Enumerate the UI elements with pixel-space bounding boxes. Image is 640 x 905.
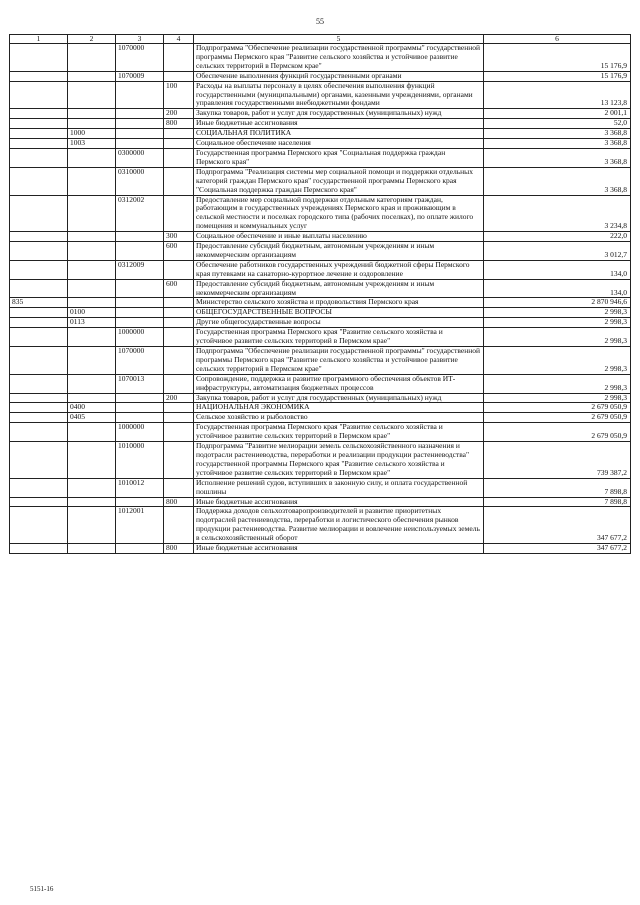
target-article-code-cell bbox=[116, 232, 164, 242]
target-article-code-cell bbox=[116, 393, 164, 403]
section-code-cell bbox=[68, 81, 116, 109]
table-row bbox=[10, 318, 631, 328]
expense-type-code-cell: 200 bbox=[164, 109, 194, 119]
table-row bbox=[10, 403, 631, 413]
amount-cell: 3 368,8 bbox=[484, 129, 631, 139]
description-cell: ОБЩЕГОСУДАРСТВЕННЫЕ ВОПРОСЫ bbox=[194, 308, 484, 318]
ministry-code-cell bbox=[10, 242, 68, 261]
ministry-code-cell bbox=[10, 44, 68, 72]
target-article-code-cell bbox=[116, 298, 164, 308]
amount-cell: 7 898,8 bbox=[484, 478, 631, 497]
description-cell: Предоставление субсидий бюджетным, автономным учреждениям и иным некоммерческим организациям bbox=[194, 279, 484, 298]
target-article-code-cell bbox=[116, 109, 164, 119]
amount-cell: 3 368,8 bbox=[484, 139, 631, 149]
description-cell: Исполнение решений судов, вступивших в законную силу, и оплата государственной пошлины bbox=[194, 478, 484, 497]
target-article-code-cell bbox=[116, 497, 164, 507]
expense-type-code-cell bbox=[164, 308, 194, 318]
amount-cell: 347 677,2 bbox=[484, 507, 631, 544]
table-row bbox=[10, 308, 631, 318]
target-article-code-cell: 0300000 bbox=[116, 148, 164, 167]
ministry-code-cell bbox=[10, 109, 68, 119]
amount-cell: 2 679 050,9 bbox=[484, 413, 631, 423]
expense-type-code-cell bbox=[164, 139, 194, 149]
description-cell: Подпрограмма "Обеспечение реализации государственной программы" государственной программы Пермского края "Развитие сельского хозяйства и устойчивое развитие сельских территорий в Пермском крае" bbox=[194, 44, 484, 72]
section-code-cell bbox=[68, 374, 116, 393]
ministry-code-cell bbox=[10, 403, 68, 413]
table-row bbox=[10, 393, 631, 403]
table-row bbox=[10, 260, 631, 279]
budget-table bbox=[9, 34, 631, 554]
amount-cell: 3 012,7 bbox=[484, 242, 631, 261]
amount-cell: 134,0 bbox=[484, 260, 631, 279]
ministry-code-cell bbox=[10, 260, 68, 279]
section-code-cell: 1000 bbox=[68, 129, 116, 139]
section-code-cell: 0113 bbox=[68, 318, 116, 328]
description-cell: Сельское хозяйство и рыболовство bbox=[194, 413, 484, 423]
ministry-code-cell bbox=[10, 497, 68, 507]
table-row bbox=[10, 81, 631, 109]
ministry-code-cell bbox=[10, 129, 68, 139]
description-cell: Закупка товаров, работ и услуг для государственных (муниципальных) нужд bbox=[194, 393, 484, 403]
section-code-cell bbox=[68, 497, 116, 507]
description-cell: Закупка товаров, работ и услуг для государственных (муниципальных) нужд bbox=[194, 109, 484, 119]
table-row bbox=[10, 374, 631, 393]
description-cell: Расходы на выплаты персоналу в целях обеспечения выполнения функций государственными (муниципальными) органами, казенными учреждениями, органами управления государственными внебюджетными фондами bbox=[194, 81, 484, 109]
amount-cell: 3 368,8 bbox=[484, 167, 631, 195]
amount-cell: 347 677,2 bbox=[484, 544, 631, 554]
expense-type-code-cell bbox=[164, 44, 194, 72]
description-cell: Министерство сельского хозяйства и продовольствия Пермского края bbox=[194, 298, 484, 308]
section-code-cell bbox=[68, 279, 116, 298]
amount-cell: 2 998,3 bbox=[484, 308, 631, 318]
header-cell: 1 bbox=[10, 35, 68, 44]
description-cell: СОЦИАЛЬНАЯ ПОЛИТИКА bbox=[194, 129, 484, 139]
expense-type-code-cell: 600 bbox=[164, 242, 194, 261]
ministry-code-cell bbox=[10, 232, 68, 242]
table-row bbox=[10, 129, 631, 139]
description-cell: Предоставление мер социальной поддержки отдельным категориям граждан, работающим в государственных учреждениях Пермского края и проживающим в сельской местности и поселках городского типа (рабочих поселках), по оплате жилого помещения и коммунальных услуг bbox=[194, 195, 484, 232]
ministry-code-cell bbox=[10, 148, 68, 167]
section-code-cell bbox=[68, 44, 116, 72]
amount-cell: 2 998,3 bbox=[484, 347, 631, 375]
amount-cell: 2 679 050,9 bbox=[484, 403, 631, 413]
amount-cell: 2 679 050,9 bbox=[484, 423, 631, 442]
expense-type-code-cell bbox=[164, 423, 194, 442]
expense-type-code-cell: 300 bbox=[164, 232, 194, 242]
expense-type-code-cell bbox=[164, 328, 194, 347]
description-cell: Подпрограмма "Обеспечение реализации государственной программы" государственной программы Пермского края "Развитие сельского хозяйства и устойчивое развитие сельских территорий в Пермском крае" bbox=[194, 347, 484, 375]
table-row bbox=[10, 71, 631, 81]
target-article-code-cell: 1070009 bbox=[116, 71, 164, 81]
table-header-row bbox=[10, 35, 631, 44]
expense-type-code-cell bbox=[164, 260, 194, 279]
expense-type-code-cell bbox=[164, 507, 194, 544]
table-row bbox=[10, 195, 631, 232]
expense-type-code-cell bbox=[164, 148, 194, 167]
amount-cell: 2 870 946,6 bbox=[484, 298, 631, 308]
section-code-cell bbox=[68, 393, 116, 403]
expense-type-code-cell bbox=[164, 442, 194, 479]
expense-type-code-cell: 600 bbox=[164, 279, 194, 298]
table-row bbox=[10, 347, 631, 375]
amount-cell: 134,0 bbox=[484, 279, 631, 298]
table-row bbox=[10, 298, 631, 308]
target-article-code-cell bbox=[116, 139, 164, 149]
target-article-code-cell: 0310000 bbox=[116, 167, 164, 195]
header-cell: 3 bbox=[116, 35, 164, 44]
ministry-code-cell bbox=[10, 81, 68, 109]
ministry-code-cell bbox=[10, 167, 68, 195]
amount-cell: 2 998,3 bbox=[484, 393, 631, 403]
ministry-code-cell bbox=[10, 507, 68, 544]
section-code-cell bbox=[68, 507, 116, 544]
target-article-code-cell: 1070013 bbox=[116, 374, 164, 393]
ministry-code-cell bbox=[10, 328, 68, 347]
description-cell: НАЦИОНАЛЬНАЯ ЭКОНОМИКА bbox=[194, 403, 484, 413]
section-code-cell bbox=[68, 544, 116, 554]
table-row bbox=[10, 413, 631, 423]
header-cell: 6 bbox=[484, 35, 631, 44]
table-row bbox=[10, 442, 631, 479]
target-article-code-cell: 0312009 bbox=[116, 260, 164, 279]
target-article-code-cell bbox=[116, 413, 164, 423]
ministry-code-cell bbox=[10, 393, 68, 403]
expense-type-code-cell bbox=[164, 195, 194, 232]
target-article-code-cell: 1070000 bbox=[116, 347, 164, 375]
section-code-cell bbox=[68, 167, 116, 195]
description-cell: Иные бюджетные ассигнования bbox=[194, 497, 484, 507]
expense-type-code-cell bbox=[164, 71, 194, 81]
section-code-cell: 0100 bbox=[68, 308, 116, 318]
amount-cell: 2 998,3 bbox=[484, 328, 631, 347]
expense-type-code-cell bbox=[164, 374, 194, 393]
target-article-code-cell bbox=[116, 81, 164, 109]
ministry-code-cell bbox=[10, 279, 68, 298]
expense-type-code-cell: 800 bbox=[164, 497, 194, 507]
ministry-code-cell bbox=[10, 347, 68, 375]
section-code-cell bbox=[68, 423, 116, 442]
section-code-cell bbox=[68, 298, 116, 308]
section-code-cell bbox=[68, 260, 116, 279]
target-article-code-cell bbox=[116, 119, 164, 129]
target-article-code-cell bbox=[116, 318, 164, 328]
target-article-code-cell bbox=[116, 403, 164, 413]
expense-type-code-cell: 200 bbox=[164, 393, 194, 403]
ministry-code-cell bbox=[10, 544, 68, 554]
description-cell: Социальное обеспечение и иные выплаты населению bbox=[194, 232, 484, 242]
target-article-code-cell: 1000000 bbox=[116, 423, 164, 442]
amount-cell: 3 368,8 bbox=[484, 148, 631, 167]
header-cell: 4 bbox=[164, 35, 194, 44]
target-article-code-cell: 0312002 bbox=[116, 195, 164, 232]
expense-type-code-cell bbox=[164, 478, 194, 497]
table-row bbox=[10, 279, 631, 298]
amount-cell: 13 123,8 bbox=[484, 81, 631, 109]
amount-cell: 739 387,2 bbox=[484, 442, 631, 479]
description-cell: Обеспечение выполнения функций государственными органами bbox=[194, 71, 484, 81]
ministry-code-cell bbox=[10, 374, 68, 393]
table-row bbox=[10, 242, 631, 261]
table-row bbox=[10, 328, 631, 347]
section-code-cell bbox=[68, 148, 116, 167]
target-article-code-cell: 1012001 bbox=[116, 507, 164, 544]
section-code-cell bbox=[68, 119, 116, 129]
expense-type-code-cell bbox=[164, 318, 194, 328]
description-cell: Государственная программа Пермского края "Социальная поддержка граждан Пермского края" bbox=[194, 148, 484, 167]
table-row bbox=[10, 167, 631, 195]
expense-type-code-cell bbox=[164, 403, 194, 413]
section-code-cell bbox=[68, 71, 116, 81]
expense-type-code-cell bbox=[164, 167, 194, 195]
ministry-code-cell bbox=[10, 195, 68, 232]
description-cell: Подпрограмма "Развитие мелиорации земель сельскохозяйственного назначения и подотрасли растениеводства, переработки и реализации продукции растениеводства" государственной программы Пермского края "Развитие сельского хозяйства и устойчивое развитие сельских территорий в Пермском крае" bbox=[194, 442, 484, 479]
ministry-code-cell bbox=[10, 423, 68, 442]
section-code-cell: 0400 bbox=[68, 403, 116, 413]
description-cell: Предоставление субсидий бюджетным, автономным учреждениям и иным некоммерческим организациям bbox=[194, 242, 484, 261]
section-code-cell: 0405 bbox=[68, 413, 116, 423]
expense-type-code-cell bbox=[164, 347, 194, 375]
table-row bbox=[10, 148, 631, 167]
amount-cell: 222,0 bbox=[484, 232, 631, 242]
section-code-cell bbox=[68, 232, 116, 242]
table-row bbox=[10, 423, 631, 442]
target-article-code-cell bbox=[116, 129, 164, 139]
ministry-code-cell bbox=[10, 71, 68, 81]
target-article-code-cell bbox=[116, 279, 164, 298]
description-cell: Сопровождение, поддержка и развитие программного обеспечения объектов ИТ-инфраструктуры, автоматизация бюджетных процессов bbox=[194, 374, 484, 393]
target-article-code-cell bbox=[116, 242, 164, 261]
section-code-cell bbox=[68, 242, 116, 261]
description-cell: Иные бюджетные ассигнования bbox=[194, 119, 484, 129]
description-cell: Иные бюджетные ассигнования bbox=[194, 544, 484, 554]
table-row bbox=[10, 478, 631, 497]
amount-cell: 7 898,8 bbox=[484, 497, 631, 507]
expense-type-code-cell: 800 bbox=[164, 544, 194, 554]
expense-type-code-cell bbox=[164, 413, 194, 423]
table-row bbox=[10, 44, 631, 72]
amount-cell: 52,0 bbox=[484, 119, 631, 129]
target-article-code-cell: 1010000 bbox=[116, 442, 164, 479]
section-code-cell bbox=[68, 109, 116, 119]
description-cell: Государственная программа Пермского края "Развитие сельского хозяйства и устойчивое развитие сельских территорий в Пермском крае" bbox=[194, 328, 484, 347]
table-row bbox=[10, 544, 631, 554]
section-code-cell bbox=[68, 442, 116, 479]
expense-type-code-cell bbox=[164, 129, 194, 139]
table-row bbox=[10, 119, 631, 129]
table-row bbox=[10, 497, 631, 507]
amount-cell: 15 176,9 bbox=[484, 44, 631, 72]
section-code-cell bbox=[68, 478, 116, 497]
page-number: 55 bbox=[316, 17, 324, 26]
description-cell: Социальное обеспечение населения bbox=[194, 139, 484, 149]
target-article-code-cell: 1000000 bbox=[116, 328, 164, 347]
amount-cell: 3 234,8 bbox=[484, 195, 631, 232]
section-code-cell: 1003 bbox=[68, 139, 116, 149]
target-article-code-cell bbox=[116, 308, 164, 318]
amount-cell: 15 176,9 bbox=[484, 71, 631, 81]
ministry-code-cell bbox=[10, 442, 68, 479]
expense-type-code-cell: 800 bbox=[164, 119, 194, 129]
section-code-cell bbox=[68, 347, 116, 375]
header-cell: 2 bbox=[68, 35, 116, 44]
description-cell: Обеспечение работников государственных учреждений бюджетной сферы Пермского края путевками на санаторно-курортное лечение и оздоровление bbox=[194, 260, 484, 279]
expense-type-code-cell bbox=[164, 298, 194, 308]
ministry-code-cell bbox=[10, 139, 68, 149]
target-article-code-cell bbox=[116, 544, 164, 554]
ministry-code-cell bbox=[10, 478, 68, 497]
section-code-cell bbox=[68, 195, 116, 232]
table-row bbox=[10, 232, 631, 242]
section-code-cell bbox=[68, 328, 116, 347]
table-row bbox=[10, 139, 631, 149]
target-article-code-cell: 1070000 bbox=[116, 44, 164, 72]
amount-cell: 2 001,1 bbox=[484, 109, 631, 119]
target-article-code-cell: 1010012 bbox=[116, 478, 164, 497]
ministry-code-cell bbox=[10, 413, 68, 423]
amount-cell: 2 998,3 bbox=[484, 318, 631, 328]
footer-code: 5151-16 bbox=[30, 885, 54, 893]
ministry-code-cell: 835 bbox=[10, 298, 68, 308]
description-cell: Поддержка доходов сельхозтоваропроизводителей и развитие приоритетных подотраслей растениеводства, переработки и логистического обеспечения рынков продукции растениеводства. Развитие мелиорации и вовлечение неиспользуемых земель в сельскохозяйственный оборот bbox=[194, 507, 484, 544]
expense-type-code-cell: 100 bbox=[164, 81, 194, 109]
ministry-code-cell bbox=[10, 318, 68, 328]
description-cell: Другие общегосударственные вопросы bbox=[194, 318, 484, 328]
table-row bbox=[10, 507, 631, 544]
amount-cell: 2 998,3 bbox=[484, 374, 631, 393]
table-row bbox=[10, 109, 631, 119]
ministry-code-cell bbox=[10, 119, 68, 129]
header-cell: 5 bbox=[194, 35, 484, 44]
ministry-code-cell bbox=[10, 308, 68, 318]
description-cell: Государственная программа Пермского края "Развитие сельского хозяйства и устойчивое развитие сельских территорий в Пермском крае" bbox=[194, 423, 484, 442]
description-cell: Подпрограмма "Реализация системы мер социальной помощи и поддержки отдельных категорий граждан Пермского края" государственной программы Пермского края "Социальная поддержка граждан Пермского края" bbox=[194, 167, 484, 195]
